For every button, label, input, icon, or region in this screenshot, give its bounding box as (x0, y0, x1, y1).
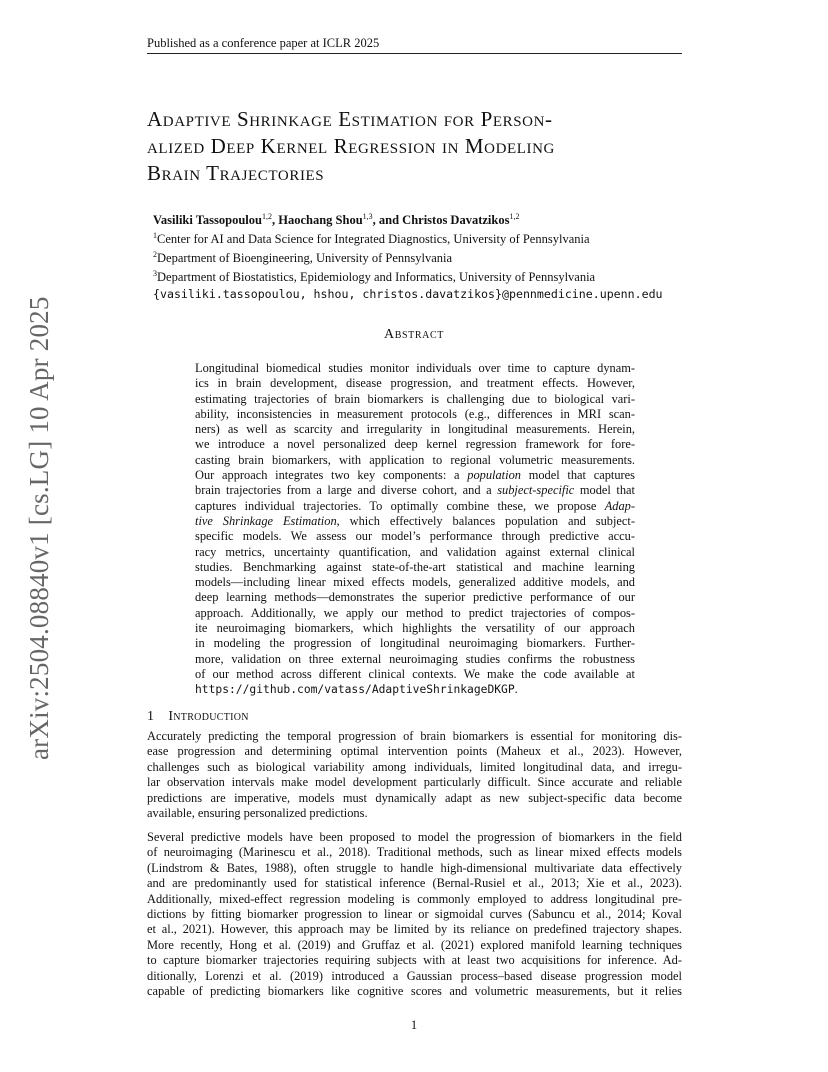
emphasis: population (467, 468, 521, 483)
affiliation (153, 247, 753, 266)
abstract-line (195, 483, 635, 498)
paragraph-line: More recently, Hong et al. (2019) and Gruffaz et al. (2021) explored manifold learning techniques (147, 937, 682, 952)
author-block (153, 209, 753, 302)
running-header: Published as a conference paper at ICLR 2025 (147, 36, 380, 50)
abstract-line: ners) as well as scarcity and irregularity in longitudinal measurements. Herein, (195, 422, 635, 437)
paper-title (147, 106, 692, 187)
text-run: , which effectively balances population and subject- (336, 513, 635, 528)
title-line: alized Deep Kernel Regression in Modeling (147, 134, 555, 158)
paragraph-line: Additionally, mixed-effect regression modeling is commonly employed to address longitudinal pre- (147, 891, 682, 906)
abstract-line: ability, inconsistencies in measurement protocols (e.g., differences in MRI scan- (195, 406, 635, 421)
affil-text: Department of Bioengineering, University of Pennsylvania (157, 251, 453, 266)
paragraph-line: dictions by fitting biomarker progression to linear or sigmoidal curves (Sabuncu et al., 2014; Koval (147, 907, 682, 922)
paragraph-line: capable of predicting biomarkers like cognitive scores and volumetric measurements, but it relies (147, 984, 682, 999)
affiliation (153, 266, 753, 285)
emphasis: Adap- (604, 498, 635, 513)
section-title: Introduction (168, 709, 249, 724)
abstract-line: we introduce a novel personalized deep kernel regression framework for fore- (195, 437, 635, 452)
abstract-line: more, validation on three external neuroimaging studies confirms the robustness (195, 651, 635, 666)
abstract-line: of our method across different clinical contexts. We make the code available at (195, 666, 635, 681)
affil-text: Center for AI and Data Science for Integrated Diagnostics, University of Pennsylvania (157, 232, 590, 247)
abstract-line (195, 682, 635, 697)
abstract-body (195, 361, 635, 698)
abstract-line: models—including linear mixed effects models, generalized additive models, and (195, 575, 635, 590)
affiliation (153, 228, 753, 247)
text-run: . (514, 682, 518, 697)
affil-mark: 1 (153, 231, 157, 241)
author-name: Vasiliki Tassopoulou (153, 213, 262, 228)
affil-text: Department of Biostatistics, Epidemiology and Informatics, University of Pennsylvania (157, 270, 596, 285)
text-run: brain trajectories from a large and diverse cohort, and a (195, 483, 498, 498)
emphasis: tive Shrinkage Estimation (195, 513, 337, 528)
paragraph-line: Accurately predicting the temporal progression of brain biomarkers is essential for monitoring dis- (147, 729, 682, 743)
paragraph-line: lar observation intervals make model development particularly difficult. Since accurate and reliable (147, 775, 682, 790)
abstract-line: deep learning methods—demonstrates the superior predictive performance of our (195, 590, 635, 605)
author-affil-mark: 1,3 (362, 212, 373, 221)
title-line: Brain Trajectories (147, 161, 325, 185)
abstract-line: studies. Benchmarking against state-of-the-art statistical and machine learning (195, 559, 635, 574)
abstract-line: approach. Additionally, we apply our method to predict trajectories of compos- (195, 605, 635, 620)
abstract-line: ics in brain development, disease progression, and treatment effects. However, (195, 376, 635, 391)
paragraph-line: and are predominantly used for statistical inference (Bernal-Rusiel et al., 2013; Xie et al., 2023). (147, 876, 682, 891)
abstract-heading: Abstract (384, 327, 444, 342)
author-affil-mark: 1,2 (261, 212, 272, 221)
text-run: model that (574, 483, 635, 498)
author-names (153, 209, 753, 228)
abstract-line (195, 468, 635, 483)
emphasis: subject-specific (497, 483, 575, 498)
paragraph-line: of neuroimaging (Marinescu et al., 2018). Traditional methods, such as linear mixed effects models (147, 845, 682, 860)
paragraph-line: to capture biomarker trajectories requiring subjects with at least two acquisitions for inference. Ad- (147, 953, 682, 968)
abstract-line (195, 499, 635, 514)
abstract-line: estimating trajectories of brain biomarkers is challenging due to biological vari- (195, 391, 635, 406)
section-heading-introduction (147, 709, 249, 725)
text-run: model that captures (520, 468, 635, 483)
author-name: , Haochang Shou (271, 213, 363, 228)
paragraph-line: ease progression and determining optimal intervention points (Maheux et al., 2023). However, (147, 744, 682, 759)
author-name: , and Christos Davatzikos (372, 213, 510, 228)
paragraph-line: challenges such as biological variability among individuals, limited longitudinal data, and irregu- (147, 759, 682, 774)
abstract-line: casting brain biomarkers, with application to regional volumetric measurements. (195, 452, 635, 467)
header-rule (147, 53, 682, 54)
abstract-line: racy metrics, uncertainty quantification, and validation against external clinical (195, 544, 635, 559)
paragraph-line: predictions are imperative, models must dynamically adapt as new subject-specific data become (147, 790, 682, 805)
paragraph-line: Several predictive models have been proposed to model the progression of biomarkers in the field (147, 830, 682, 844)
abstract-line: in modeling the progression of longitudinal neuroimaging biomarkers. Further- (195, 636, 635, 651)
abstract-line: specific models. We assess our model’s performance through predictive accu- (195, 529, 635, 544)
paragraph-line: ditionally, Lorenzi et al. (2019) introduced a Gaussian process–based disease progression model (147, 968, 682, 983)
abstract-line: Longitudinal biomedical studies monitor individuals over time to capture dynam- (195, 361, 635, 375)
author-emails: {vasiliki.tassopoulou, hshou, christos.davatzikos}@pennmedicine.upenn.edu (153, 286, 663, 301)
intro-paragraph-2 (147, 830, 682, 999)
affil-mark: 2 (153, 250, 157, 260)
text-run: Our approach integrates two key components: a (195, 468, 468, 483)
page-number: 1 (410, 1018, 418, 1032)
paragraph-line: (Lindstrom & Bates, 1988), often struggle to handle high-dimensional multivariate data effectively (147, 860, 682, 875)
title-line: Adaptive Shrinkage Estimation for Person- (147, 107, 553, 131)
text-run: captures individual trajectories. To optimally combine these, we propose (195, 498, 605, 513)
paragraph-line: et al., 2021). However, this approach may be limited by its reliance on predefined trajectory shapes. (147, 922, 682, 937)
section-number: 1 (147, 709, 155, 724)
affil-mark: 3 (153, 269, 157, 279)
paragraph-line: available, ensuring personalized predictions. (147, 806, 368, 821)
abstract-line: ite neuroimaging biomarkers, which highlights the versatility of our approach (195, 621, 635, 636)
abstract-line (195, 514, 635, 529)
arxiv-stamp: arXiv:2504.08840v1 [cs.LG] 10 Apr 2025 (24, 296, 54, 760)
intro-paragraph-1 (147, 729, 682, 821)
author-affil-mark: 1,2 (509, 212, 520, 221)
code-url-link[interactable]: https://github.com/vatass/AdaptiveShrinkageDKGP (195, 683, 515, 697)
